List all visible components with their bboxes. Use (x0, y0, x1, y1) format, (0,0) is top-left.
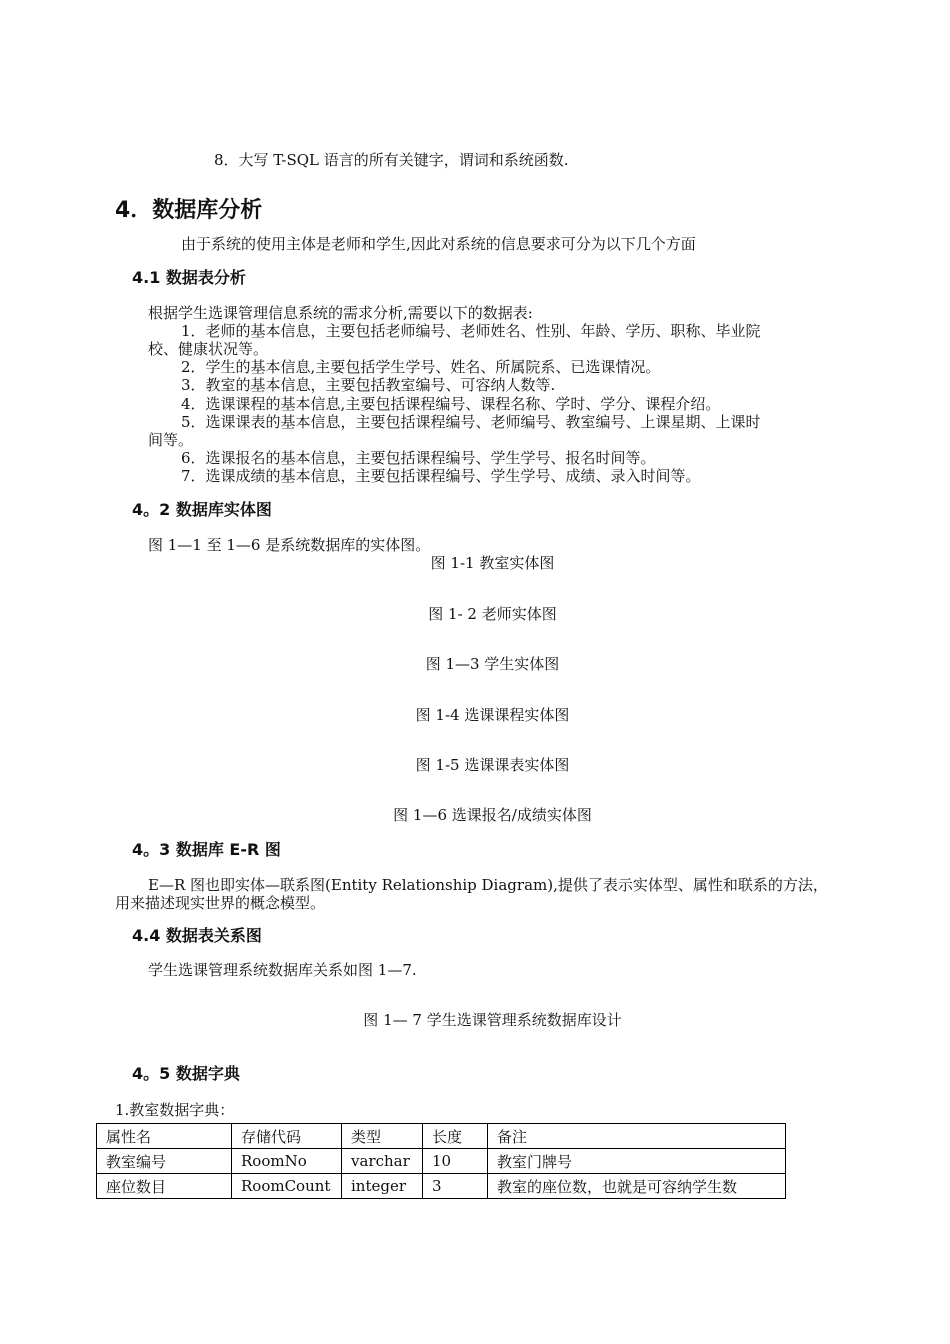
paragraph-continuation: 用来描述现实世界的概念模型。 (115, 894, 326, 912)
table-cell: 10 (423, 1149, 488, 1174)
classroom-data-dictionary-table (96, 1123, 786, 1199)
table-header-cell: 属性名 (97, 1124, 232, 1149)
table-header-cell: 存储代码 (232, 1124, 342, 1149)
table-header-cell: 长度 (423, 1124, 488, 1149)
section-title-4-5: 4。5 数据字典 (132, 1064, 240, 1083)
table-cell: 教室的座位数，也就是可容纳学生数 (488, 1174, 786, 1199)
list-item: 7．选课成绩的基本信息，主要包括课程编号、学生学号、成绩、录入时间等。 (181, 467, 701, 485)
figure-caption: 图 1—6 选课报名/成绩实体图 (393, 806, 592, 824)
table-header-cell: 备注 (488, 1124, 786, 1149)
section-title-4: 4．数据库分析 (115, 198, 263, 223)
section-title-4-1: 4.1 数据表分析 (132, 268, 246, 287)
table-cell: varchar (342, 1149, 423, 1174)
table-row (97, 1174, 786, 1199)
list-item: 6．选课报名的基本信息，主要包括课程编号、学生学号、报名时间等。 (181, 449, 656, 467)
paragraph: 学生选课管理系统数据库关系如图 1—7. (148, 961, 417, 979)
table-caption: 1.教室数据字典： (115, 1101, 235, 1119)
figure-caption: 图 1-5 选课课表实体图 (415, 756, 570, 774)
table-cell: RoomNo (232, 1149, 342, 1174)
table-cell: integer (342, 1174, 423, 1199)
section-title-4-4: 4.4 数据表关系图 (132, 926, 262, 945)
list-item: 4．选课课程的基本信息,主要包括课程编号、课程名称、学时、学分、课程介绍。 (181, 395, 721, 413)
section-title-4-3: 4。3 数据库 E-R 图 (132, 840, 281, 859)
figure-caption: 图 1- 2 老师实体图 (428, 605, 557, 623)
paragraph: E—R 图也即实体—联系图(Entity Relationship Diagram),提供了表示实体型、属性和联系的方法， (148, 876, 828, 894)
list-item-continuation: 间等。 (148, 431, 194, 449)
paragraph: 图 1—1 至 1—6 是系统数据库的实体图。 (148, 536, 431, 554)
section-title-4-2: 4。2 数据库实体图 (132, 500, 272, 519)
figure-caption: 图 1-1 教室实体图 (430, 554, 555, 572)
table-header-cell: 类型 (342, 1124, 423, 1149)
figure-caption: 图 1—3 学生实体图 (425, 655, 560, 673)
section-intro: 由于系统的使用主体是老师和学生,因此对系统的信息要求可分为以下几个方面 (181, 235, 696, 253)
list-item-continuation: 校、健康状况等。 (148, 340, 269, 358)
figure-caption: 图 1-4 选课课程实体图 (415, 706, 570, 724)
table-cell: 教室编号 (97, 1149, 232, 1174)
table-cell: 教室门牌号 (488, 1149, 786, 1174)
paragraph: 根据学生选课管理信息系统的需求分析,需要以下的数据表: (148, 304, 533, 322)
table-header-row (97, 1124, 786, 1149)
list-item: 5．选课课表的基本信息，主要包括课程编号、老师编号、教室编号、上课星期、上课时 (181, 413, 761, 431)
list-item: 1．老师的基本信息，主要包括老师编号、老师姓名、性别、年龄、学历、职称、毕业院 (181, 322, 761, 340)
list-item-8: 8．大写 T-SQL 语言的所有关键字，谓词和系统函数. (214, 151, 569, 169)
figure-caption: 图 1— 7 学生选课管理系统数据库设计 (363, 1011, 622, 1029)
table-cell: 3 (423, 1174, 488, 1199)
list-item: 2．学生的基本信息,主要包括学生学号、姓名、所属院系、已选课情况。 (181, 358, 661, 376)
table-cell: RoomCount (232, 1174, 342, 1199)
list-item: 3．教室的基本信息，主要包括教室编号、可容纳人数等. (181, 376, 556, 394)
table-cell: 座位数目 (97, 1174, 232, 1199)
table-row (97, 1149, 786, 1174)
